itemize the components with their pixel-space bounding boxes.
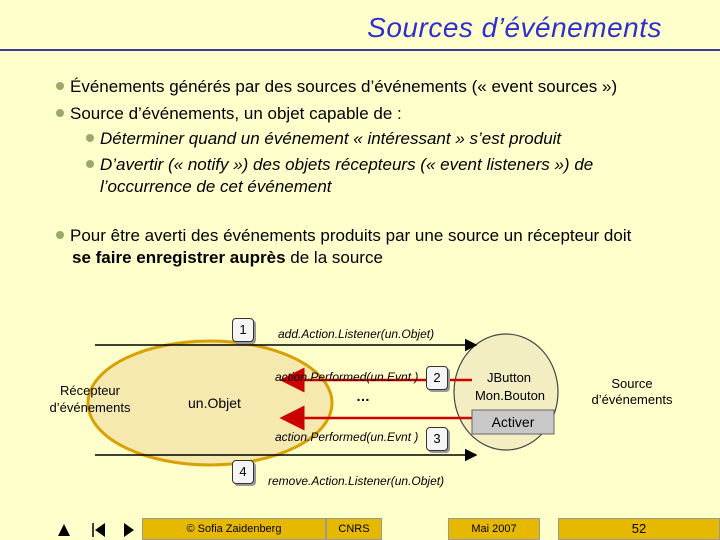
sub-bullet-2-cont: l’occurrence de cet événement: [100, 177, 332, 196]
remove-listener-label: remove.Action.Listener(un.Objet): [268, 474, 445, 488]
bullet-3-tail: de la source: [285, 248, 383, 267]
event-diagram: [0, 300, 720, 510]
bullet-3-bold: se faire enregistrer auprès: [72, 248, 286, 267]
bullet-1: [56, 76, 617, 98]
unobjet-label: un.Objet: [188, 395, 241, 411]
bullet-2: [56, 103, 402, 125]
nav-controls: [0, 518, 140, 540]
footer-page-number: 52: [558, 518, 720, 540]
bullet-3-line1: Pour être averti des événements produits par une source un récepteur doit: [70, 226, 632, 245]
activer-button[interactable]: Activer: [491, 414, 535, 430]
source-label-line1: Source: [611, 376, 653, 391]
bullet-3-line2: [72, 247, 383, 269]
footer-org: CNRS: [326, 518, 382, 540]
action-performed-label-2: action.Performed(un.Evnt ): [275, 430, 419, 444]
add-listener-label: add.Action.Listener(un.Objet): [278, 327, 435, 341]
sub-bullet-2-text: D’avertir (« notify ») des objets récepteurs (« event listeners ») de: [100, 155, 594, 174]
step-4-badge: 4: [232, 460, 254, 484]
prev-slide-icon: [95, 523, 105, 537]
receiver-label: [40, 382, 140, 416]
sub-bullet-1: [86, 128, 561, 150]
bullet-2-text: Source d’événements, un objet capable de :: [70, 104, 402, 123]
step-2-badge: 2: [426, 366, 448, 390]
step-1-badge: 1: [232, 318, 254, 342]
monbouton-label: Mon.Bouton: [474, 388, 546, 403]
footer: [0, 518, 720, 540]
step-3-badge: 3: [426, 427, 448, 451]
footer-date: Mai 2007: [448, 518, 540, 540]
bullet-dot-icon: [56, 231, 64, 239]
sub-bullet-1-text: Déterminer quand un événement « intéressant » s’est produit: [100, 129, 562, 148]
source-label-line2: d’événements: [591, 392, 673, 407]
sub-bullet-2: [86, 154, 593, 176]
action-performed-label-1: action.Performed(un.Evnt ): [275, 370, 419, 384]
receiver-label-line2: d’événements: [49, 400, 131, 415]
next-slide-icon: [124, 523, 134, 537]
footer-author: © Sofia Zaidenberg: [142, 518, 326, 540]
first-slide-icon: [58, 524, 70, 536]
bullet-dot-icon: [56, 109, 64, 117]
title-divider: [0, 49, 720, 51]
bullet-dot-icon: [56, 82, 64, 90]
ellipsis-label: …: [356, 388, 370, 404]
jbutton-label: JButton: [486, 370, 532, 385]
page-title: Sources d’événements: [367, 12, 662, 43]
bullet-dot-icon: [86, 134, 94, 142]
bullet-dot-icon: [86, 160, 94, 168]
source-label: [578, 376, 686, 408]
bullet-1-text: Événements générés par des sources d’événements (« event sources »): [70, 77, 618, 96]
bullet-3: [56, 225, 631, 247]
receiver-label-line1: Récepteur: [60, 383, 120, 398]
